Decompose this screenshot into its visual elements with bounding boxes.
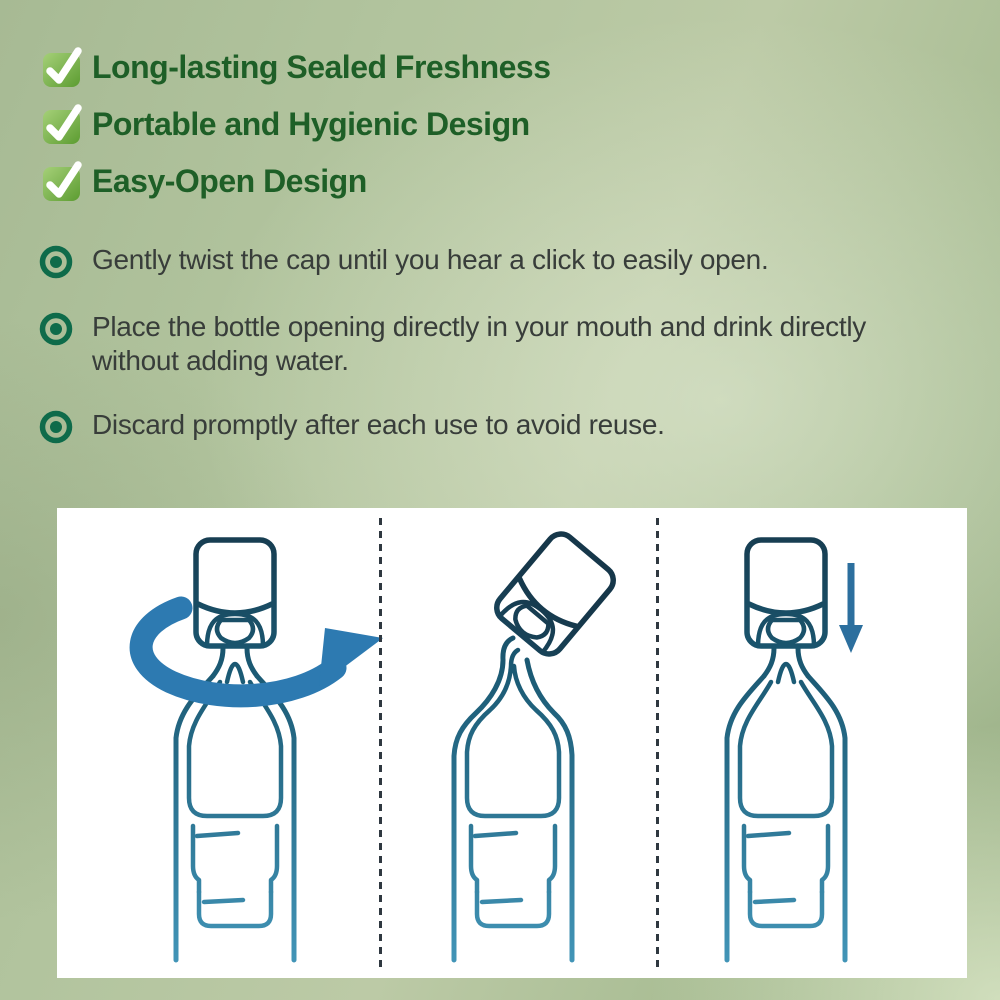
down-arrow-icon — [839, 563, 863, 653]
target-bullet-icon — [38, 409, 74, 445]
instruction-item — [38, 408, 922, 445]
bottle-body-open — [454, 638, 572, 960]
feature-list — [40, 44, 551, 204]
instruction-list — [38, 243, 922, 445]
feature-label: Easy-Open Design — [92, 162, 367, 199]
green-checkbox-icon — [40, 101, 84, 147]
bottle-cap-removed-illustration — [363, 508, 663, 978]
feature-label: Portable and Hygienic Design — [92, 105, 530, 142]
bottle-cap-above-illustration — [636, 508, 936, 978]
bottle-cap — [196, 540, 274, 646]
instruction-text: Discard promptly after each use to avoid reuse. — [92, 409, 665, 440]
feature-item — [40, 44, 551, 90]
instruction-item — [38, 310, 922, 378]
feature-label: Long-lasting Sealed Freshness — [92, 48, 551, 85]
feature-item — [40, 101, 551, 147]
green-checkbox-icon — [40, 44, 84, 90]
green-checkbox-icon — [40, 158, 84, 204]
illustration-panel — [57, 508, 967, 978]
bottle-cap — [747, 540, 825, 646]
target-bullet-icon — [38, 244, 74, 280]
instruction-item — [38, 243, 922, 280]
target-bullet-icon — [38, 311, 74, 347]
bottle-twist-cap-illustration — [85, 508, 385, 978]
feature-item — [40, 158, 551, 204]
instruction-text: Gently twist the cap until you hear a click to easily open. — [92, 244, 769, 275]
bottle-body — [727, 648, 845, 960]
instruction-text: Place the bottle opening directly in your mouth and drink directly without adding water. — [92, 311, 866, 376]
